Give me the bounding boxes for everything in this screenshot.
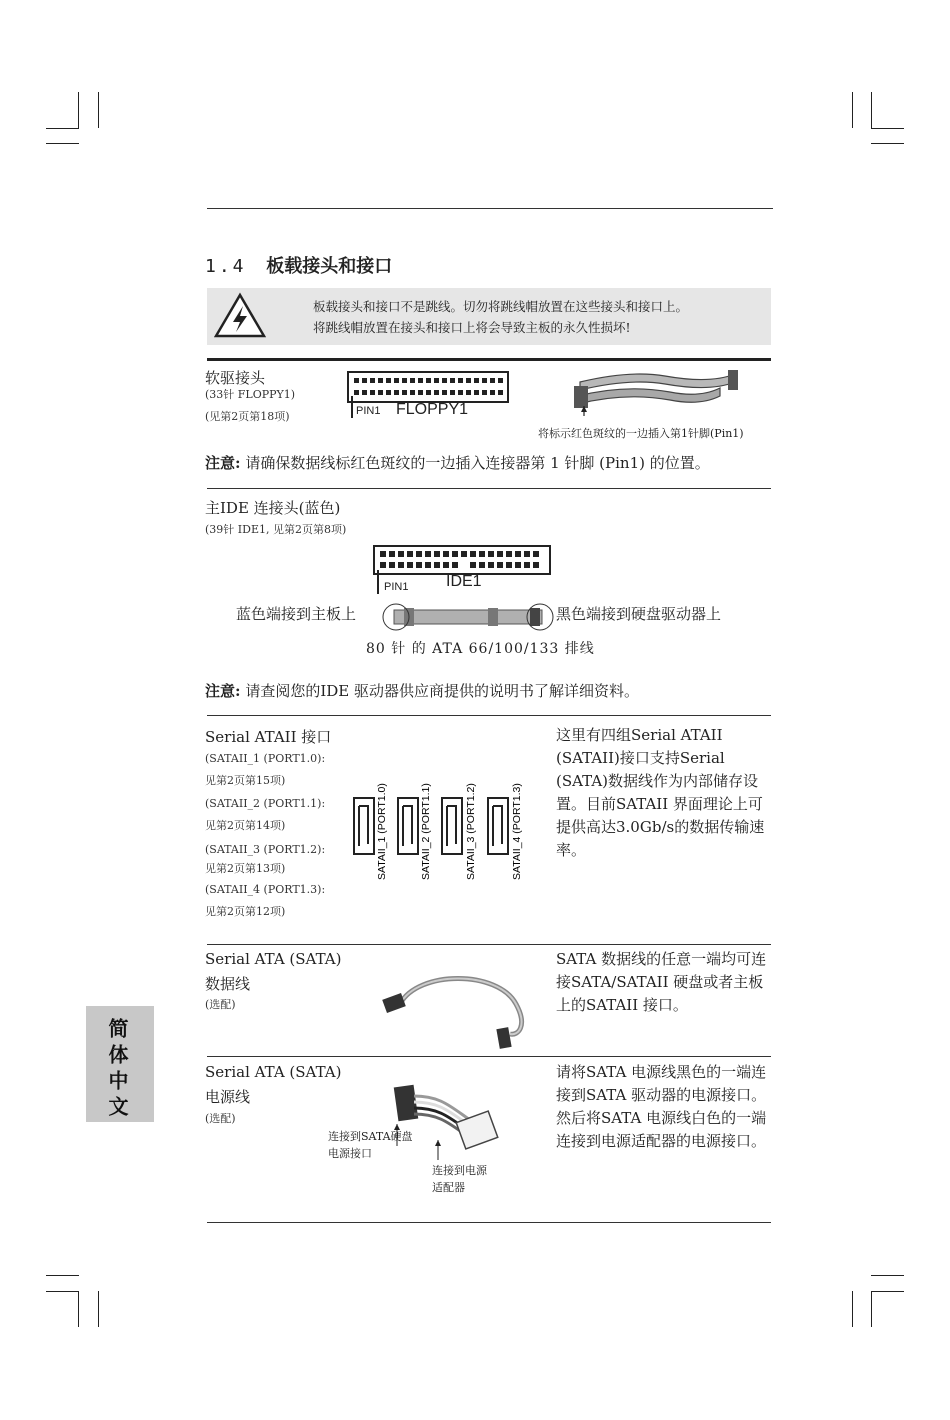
sata-item-8: 见第2页第12项) <box>205 905 286 918</box>
ide-right-label: 黑色端接到硬盘驱动器上 <box>556 605 722 623</box>
sata-item-3: (SATAII_2 (PORT1.1): <box>205 797 326 810</box>
ide-left-label: 蓝色端接到主板上 <box>236 605 357 623</box>
sata-power-cable-illustration <box>390 1076 510 1162</box>
warning-line-2: 将跳线帽放置在接头和接口上将会导致主板的永久性损坏! <box>313 320 631 335</box>
sata-power-label-1a: 连接到SATA硬盘 <box>328 1130 413 1143</box>
sata-item-6: 见第2页第13项) <box>205 862 286 875</box>
ide-note <box>205 680 639 701</box>
floppy-cable-note: 将标示红色斑纹的一边插入第1针脚(Pin1) <box>538 427 744 440</box>
sata-cable-title: Serial ATA (SATA) <box>205 950 342 968</box>
floppy-cable-illustration <box>570 366 740 420</box>
section-heading <box>205 252 392 278</box>
ide-connector-name: IDE1 <box>446 573 482 590</box>
sata-ports-diagram <box>350 778 540 884</box>
sata-power-title2: 电源线 <box>205 1088 251 1106</box>
divider-2 <box>207 715 771 716</box>
ide-note-text: 请查阅您的IDE 驱动器供应商提供的说明书了解详细资料。 <box>245 682 640 700</box>
ide-title: 主IDE 连接头(蓝色) <box>205 499 341 517</box>
section-title: 板载接头和接口 <box>266 256 393 277</box>
ide-cable-caption: 80 针 的 ATA 66/100/133 排线 <box>366 641 595 657</box>
language-side-tab <box>86 1006 154 1122</box>
divider-3 <box>207 944 771 945</box>
sata-description: 这里有四组Serial ATAII (SATAII)接口支持Serial (SATA)数据线作为内部储存设置。目前SATAII 界面理论上可提供高达3.0Gb/s的数据传输速率。 <box>556 726 765 859</box>
sata-cable-illustration <box>378 960 538 1050</box>
sata-title: Serial ATAII 接口 <box>205 728 332 746</box>
sata-power-title: Serial ATA (SATA) <box>205 1063 342 1081</box>
divider-1 <box>207 488 771 489</box>
sata-power-label-1b: 电源接口 <box>328 1147 372 1160</box>
warning-line-1: 板载接头和接口不是跳线。切勿将跳线帽放置在这些接头和接口上。 <box>313 299 689 314</box>
sata-item-2: 见第2页第15项) <box>205 774 286 787</box>
divider-4 <box>207 1056 771 1057</box>
top-rule <box>207 208 773 209</box>
sata-cable-description: SATA 数据线的任意一端均可连接SATA/SATAII 硬盘或者主板上的SATAII 接口。 <box>556 950 767 1014</box>
section-number: 1.4 <box>205 256 247 277</box>
floppy-pin-label: PIN1 <box>356 405 381 417</box>
sata-port-3-label: SATAII_3 (PORT1.2) <box>465 783 477 880</box>
floppy-note <box>205 452 710 473</box>
sata-item-4: 见第2页第14项) <box>205 819 286 832</box>
sata-cable-title2: 数据线 <box>205 975 251 993</box>
ide-cable-illustration <box>380 600 556 634</box>
sata-port-2-label: SATAII_2 (PORT1.1) <box>420 783 432 880</box>
ide-pin-label: PIN1 <box>384 581 409 593</box>
floppy-sub1: (33针 FLOPPY1) <box>205 388 296 401</box>
floppy-note-text: 请确保数据线标红色斑纹的一边插入连接器第 1 针脚 (Pin1) 的位置。 <box>245 454 710 472</box>
warning-icon <box>214 292 266 340</box>
floppy-note-label: 注意: <box>205 454 241 472</box>
bottom-rule <box>207 1222 771 1223</box>
ide-note-label: 注意: <box>205 682 241 700</box>
sata-cable-sub: (选配) <box>205 998 236 1011</box>
sata-port-4-label: SATAII_4 (PORT1.3) <box>511 783 523 880</box>
floppy-connector-name: FLOPPY1 <box>396 401 469 418</box>
sata-power-sub: (选配) <box>205 1112 236 1125</box>
floppy-title: 软驱接头 <box>205 369 266 387</box>
sata-item-5: (SATAII_3 (PORT1.2): <box>205 843 326 856</box>
sata-item-1: (SATAII_1 (PORT1.0): <box>205 752 326 765</box>
floppy-sub2: (见第2页第18项) <box>205 410 290 423</box>
sata-port-1-label: SATAII_1 (PORT1.0) <box>376 783 388 880</box>
language-side-tab-label: 简体中文 <box>105 1018 129 1122</box>
ide-sub1: (39针 IDE1, 见第2页第8项) <box>205 523 347 536</box>
thick-rule <box>207 358 771 361</box>
sata-power-label-2a: 连接到电源 <box>432 1164 487 1177</box>
sata-power-description: 请将SATA 电源线黑色的一端连接到SATA 驱动器的电源接口。然后将SATA 电源线白色的一端连接到电源适配器的电源接口。 <box>556 1063 767 1150</box>
sata-item-7: (SATAII_4 (PORT1.3): <box>205 883 326 896</box>
sata-power-label-2b: 适配器 <box>432 1181 465 1194</box>
